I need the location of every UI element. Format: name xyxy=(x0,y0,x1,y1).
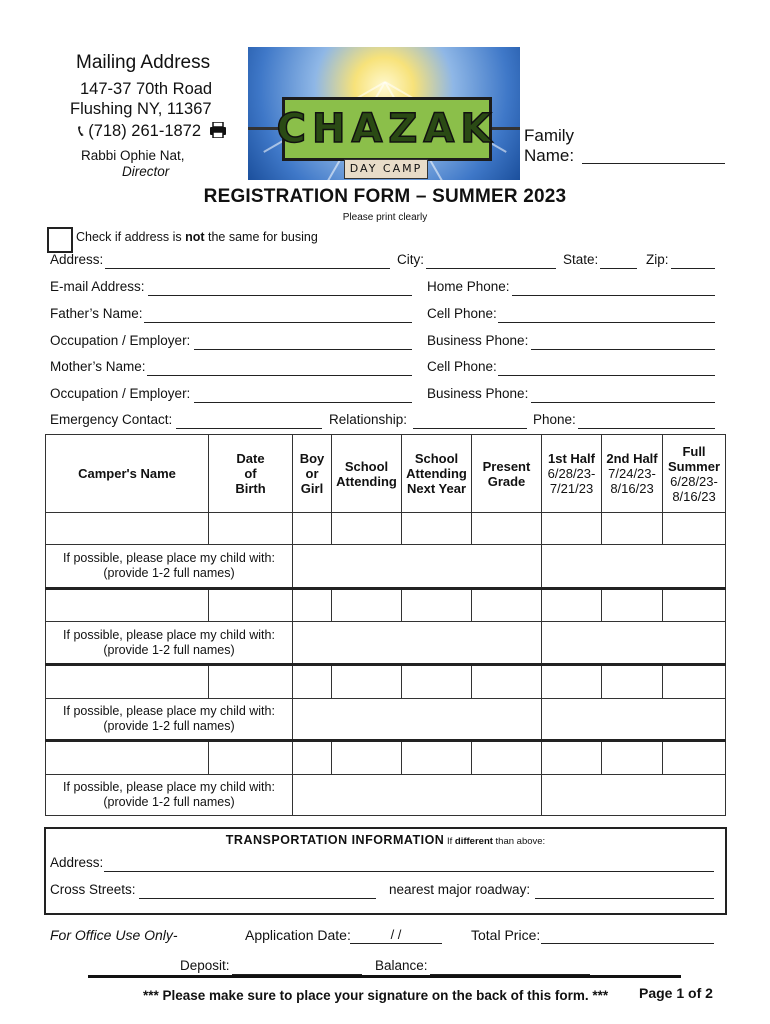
cross-streets-label: Cross Streets: xyxy=(50,882,136,897)
logo-band: DAY CAMP xyxy=(344,159,428,179)
table-cell[interactable] xyxy=(332,741,402,775)
table-cell[interactable] xyxy=(542,513,602,545)
page-number: Page 1 of 2 xyxy=(639,985,713,1001)
address-field[interactable] xyxy=(105,252,390,269)
deposit-label: Deposit: xyxy=(180,958,230,973)
table-cell[interactable] xyxy=(209,665,293,699)
camper-row-2 xyxy=(46,589,726,622)
placement-row-4 xyxy=(46,775,726,816)
table-cell[interactable] xyxy=(209,589,293,622)
family-label-1: Family xyxy=(524,126,575,145)
zip-field[interactable] xyxy=(671,252,715,269)
col-campers-name: Camper's Name xyxy=(46,435,209,513)
table-cell[interactable] xyxy=(293,513,332,545)
mother-occupation-field[interactable] xyxy=(194,386,412,403)
email-field[interactable] xyxy=(148,279,412,296)
balance-field[interactable] xyxy=(430,958,590,975)
mother-business-phone-label: Business Phone: xyxy=(427,386,529,401)
table-cell[interactable] xyxy=(46,513,209,545)
signature-reminder: *** Please make sure to place your signature on the back of this form. *** xyxy=(143,988,609,1003)
total-price-label: Total Price: xyxy=(471,927,541,943)
form-subtitle: Please print clearly xyxy=(342,212,428,223)
col-second-half: 2nd Half 7/24/23- 8/16/23 xyxy=(602,435,663,513)
placement-row-1 xyxy=(46,545,726,589)
table-cell[interactable] xyxy=(663,589,726,622)
table-cell[interactable] xyxy=(663,665,726,699)
table-cell[interactable] xyxy=(402,665,472,699)
table-cell[interactable] xyxy=(472,589,542,622)
table-cell[interactable] xyxy=(46,741,209,775)
mother-name-field[interactable] xyxy=(147,359,412,376)
family-name-field[interactable] xyxy=(582,147,725,164)
placement-field[interactable] xyxy=(293,622,542,665)
table-cell[interactable] xyxy=(46,589,209,622)
city-address: Flushing NY, 11367 xyxy=(70,100,212,118)
col-school-next-year: School Attending Next Year xyxy=(402,435,472,513)
table-cell[interactable] xyxy=(542,665,602,699)
application-date-label: Application Date: xyxy=(245,927,351,943)
placement-extra[interactable] xyxy=(542,622,726,665)
table-cell[interactable] xyxy=(46,665,209,699)
city-field[interactable] xyxy=(426,252,556,269)
placement-label: If possible, please place my child with: (provide 1-2 full names) xyxy=(46,545,293,589)
transport-address-field[interactable] xyxy=(104,855,714,872)
placement-label: If possible, please place my child with: (provide 1-2 full names) xyxy=(46,699,293,741)
logo-wordmark: CHAZAK xyxy=(276,106,498,152)
emergency-phone-field[interactable] xyxy=(578,412,715,429)
mother-occupation-label: Occupation / Employer: xyxy=(50,386,191,401)
placement-extra[interactable] xyxy=(542,775,726,816)
phone-icon: 📞︎ xyxy=(78,123,84,140)
mother-name-label: Mother’s Name: xyxy=(50,359,146,374)
placement-row-3 xyxy=(46,699,726,741)
table-cell[interactable] xyxy=(332,589,402,622)
address-label: Address: xyxy=(50,252,104,267)
col-full-summer: Full Summer 6/28/23- 8/16/23 xyxy=(663,435,726,513)
roadway-label: nearest major roadway: xyxy=(389,882,531,897)
mother-business-phone-field[interactable] xyxy=(531,386,715,403)
cross-streets-field[interactable] xyxy=(139,882,376,899)
balance-label: Balance: xyxy=(375,958,428,973)
relationship-field[interactable] xyxy=(413,412,527,429)
table-cell[interactable] xyxy=(602,665,663,699)
home-phone-label: Home Phone: xyxy=(427,279,510,294)
deposit-field[interactable] xyxy=(232,958,362,975)
father-business-phone-label: Business Phone: xyxy=(427,333,529,348)
table-cell[interactable] xyxy=(542,589,602,622)
father-cell-field[interactable] xyxy=(498,306,715,323)
table-cell[interactable] xyxy=(542,741,602,775)
roadway-field[interactable] xyxy=(535,882,714,899)
date-slashes: / / xyxy=(390,927,402,942)
placement-row-2 xyxy=(46,622,726,665)
camper-row-1 xyxy=(46,513,726,545)
placement-field[interactable] xyxy=(293,775,542,816)
placement-extra[interactable] xyxy=(542,699,726,741)
camp-logo xyxy=(248,47,520,180)
col-school-attending: School Attending xyxy=(332,435,402,513)
camper-row-4 xyxy=(46,741,726,775)
table-cell[interactable] xyxy=(663,741,726,775)
placement-label: If possible, please place my child with: (provide 1-2 full names) xyxy=(46,775,293,816)
mother-cell-field[interactable] xyxy=(498,359,715,376)
table-cell[interactable] xyxy=(332,665,402,699)
table-cell[interactable] xyxy=(402,741,472,775)
director-title: Director xyxy=(122,164,170,179)
relationship-label: Relationship: xyxy=(329,412,408,427)
col-present-grade: Present Grade xyxy=(472,435,542,513)
footer-divider xyxy=(88,975,681,978)
family-label-2: Name: xyxy=(524,146,575,165)
emergency-phone-label: Phone: xyxy=(533,412,576,427)
table-header-row xyxy=(46,435,726,513)
total-price-field[interactable] xyxy=(541,927,714,944)
transport-address-label: Address: xyxy=(50,855,104,870)
table-cell[interactable] xyxy=(472,513,542,545)
table-cell[interactable] xyxy=(602,513,663,545)
phone-number: (718) 261-1872 xyxy=(88,122,202,140)
director-name: Rabbi Ophie Nat, xyxy=(81,148,185,163)
camper-table xyxy=(45,434,726,816)
father-cell-label: Cell Phone: xyxy=(427,306,497,321)
application-date-field[interactable] xyxy=(350,927,442,944)
table-cell[interactable] xyxy=(332,513,402,545)
zip-label: Zip: xyxy=(646,252,669,267)
table-cell[interactable] xyxy=(402,589,472,622)
col-date-of-birth: Date of Birth xyxy=(209,435,293,513)
father-occupation-field[interactable] xyxy=(194,333,412,350)
table-cell[interactable] xyxy=(209,513,293,545)
table-cell[interactable] xyxy=(209,741,293,775)
email-label: E-mail Address: xyxy=(50,279,145,294)
table-cell[interactable] xyxy=(602,741,663,775)
col-first-half: 1st Half 6/28/23- 7/21/23 xyxy=(542,435,602,513)
emergency-contact-label: Emergency Contact: xyxy=(50,412,173,427)
transportation-title: TRANSPORTATION INFORMATION If different than above: xyxy=(225,833,546,847)
table-cell[interactable] xyxy=(602,589,663,622)
busing-checkbox-label: Check if address is not the same for busing xyxy=(76,230,318,244)
col-boy-or-girl: Boy or Girl xyxy=(293,435,332,513)
placement-extra[interactable] xyxy=(542,545,726,589)
form-title: REGISTRATION FORM – SUMMER 2023 xyxy=(203,186,567,207)
father-name-label: Father’s Name: xyxy=(50,306,143,321)
father-business-phone-field[interactable] xyxy=(531,333,715,350)
office-use-label: For Office Use Only- xyxy=(50,927,178,943)
mailing-address-title: Mailing Address xyxy=(76,52,211,73)
table-cell[interactable] xyxy=(293,589,332,622)
street-address: 147-37 70th Road xyxy=(80,80,213,98)
emergency-contact-field[interactable] xyxy=(176,412,322,429)
mother-cell-label: Cell Phone: xyxy=(427,359,497,374)
table-cell[interactable] xyxy=(293,665,332,699)
placement-field[interactable] xyxy=(293,699,542,741)
busing-checkbox[interactable] xyxy=(47,227,73,253)
state-label: State: xyxy=(563,252,599,267)
phone-line xyxy=(78,120,227,141)
home-phone-field[interactable] xyxy=(512,279,715,296)
placement-field[interactable] xyxy=(293,545,542,589)
table-cell[interactable] xyxy=(293,741,332,775)
father-occupation-label: Occupation / Employer: xyxy=(50,333,191,348)
table-cell[interactable] xyxy=(472,665,542,699)
table-cell[interactable] xyxy=(663,513,726,545)
placement-label: If possible, please place my child with: (provide 1-2 full names) xyxy=(46,622,293,665)
state-field[interactable] xyxy=(600,252,637,269)
fax-icon xyxy=(209,122,227,138)
camper-row-3 xyxy=(46,665,726,699)
father-name-field[interactable] xyxy=(144,306,412,323)
city-label: City: xyxy=(397,252,424,267)
table-cell[interactable] xyxy=(402,513,472,545)
table-cell[interactable] xyxy=(472,741,542,775)
